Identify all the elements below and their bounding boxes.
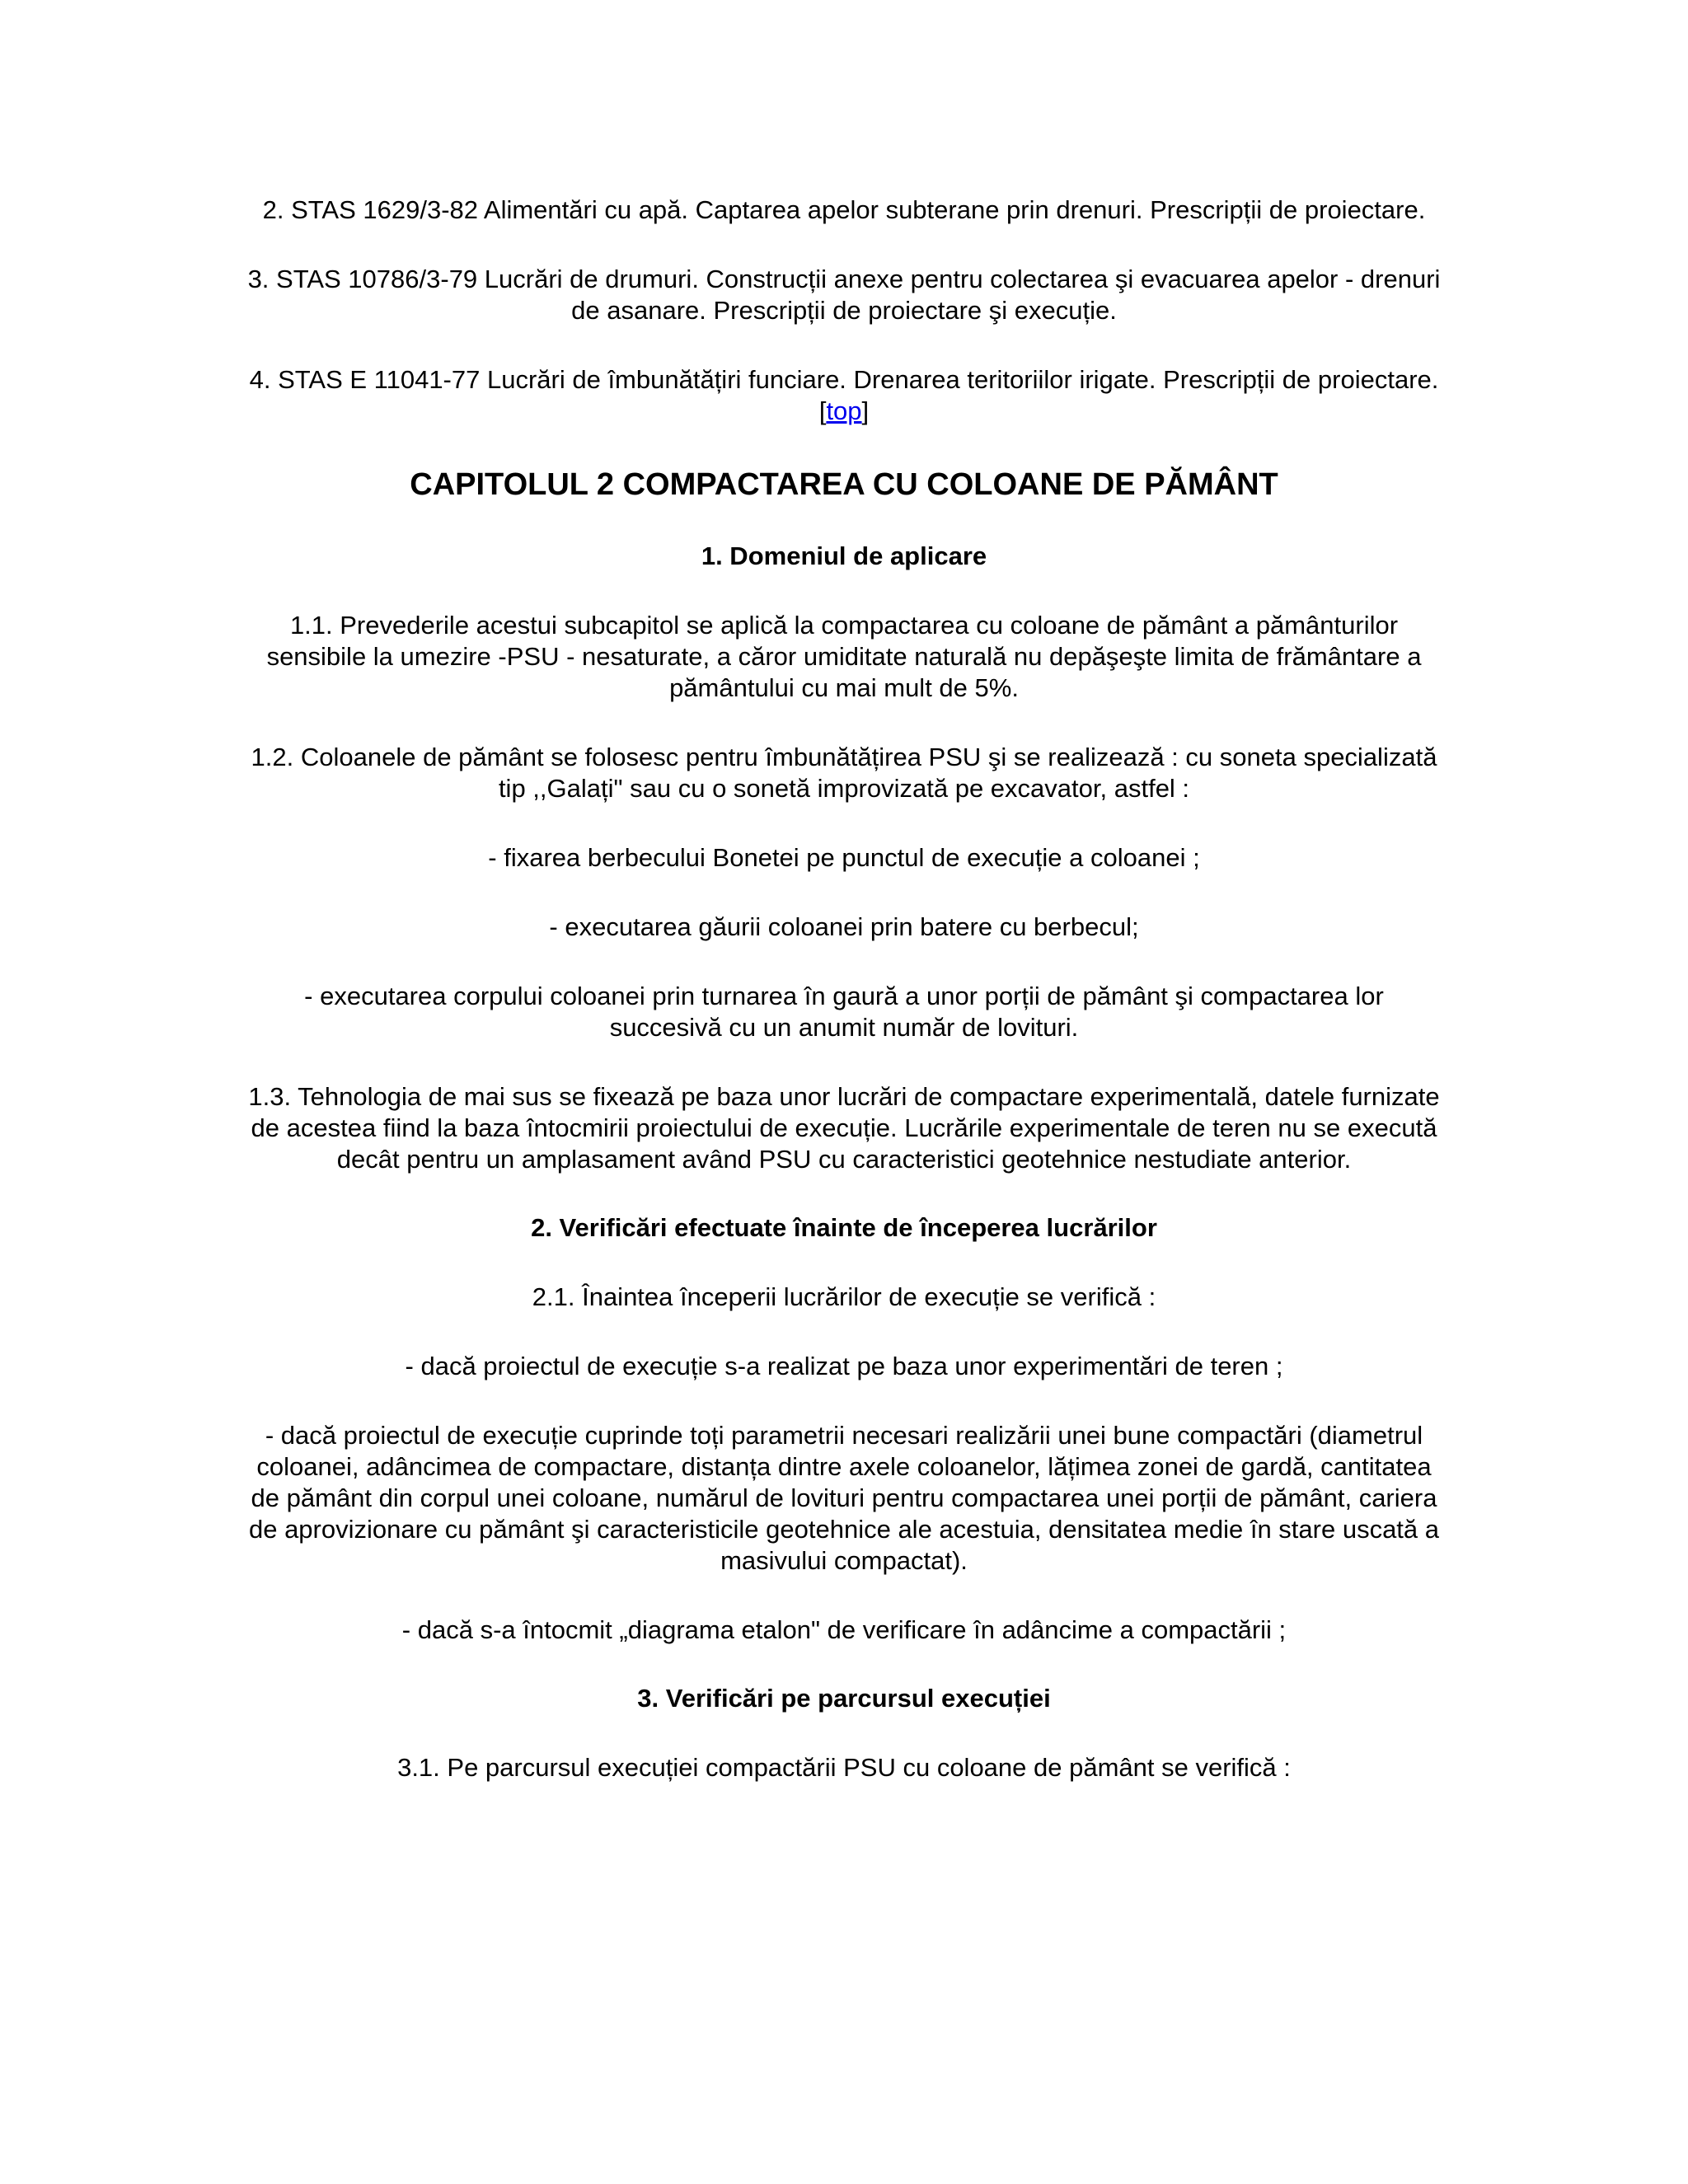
reference-item: 4. STAS E 11041-77 Lucrări de îmbunătățiri funciare. Drenarea teritoriilor irigate. Prescripții de proiectare. [249,365,1439,394]
bracket-open: [ [818,396,827,425]
list-item: - executarea corpului coloanei prin turnarea în gaură a unor porții de pământ şi compactarea lor succesivă cu un anumit număr de lovituri. [304,982,1384,1042]
list-item: - dacă proiectul de execuție cuprinde toți parametrii necesari realizării unei bune compactări (diametrul coloanei, adâncimea de compactare, distanța dintre axele coloanelor, lățimea zonei de gardă, cantitatea de pământ din corpul unei coloane, numărul de lovituri pentru compactarea unei porții de pământ, cariera de aprovizionare cu pământ şi caracteristicile geotehnice ale acestuia, densitatea medie în stare uscată a masivului compactat). [248,1421,1440,1575]
reference-item: 2. STAS 1629/3-82 Alimentări cu apă. Captarea apelor subterane prin drenuri. Prescripții de proiectare. [262,195,1426,224]
paragraph: 1.2. Coloanele de pământ se folosesc pentru îmbunătățirea PSU şi se realizează : cu soneta specializată tip ,,Galați" sau cu o sonetă improvizată pe excavator, astfel : [251,743,1437,803]
section-heading: 1. Domeniul de aplicare [701,541,987,570]
section-heading: 2. Verificări efectuate înainte de începerea lucrărilor [531,1213,1157,1242]
paragraph: 1.1. Prevederile acestui subcapitol se aplică la compactarea cu coloane de pământ a pământurilor sensibile la umezire -PSU - nesaturate, a căror umiditate naturală nu depăşeşte limita de frământare a pământului cu mai mult de 5%. [266,611,1422,702]
paragraph: 2.1. Înaintea începerii lucrărilor de execuție se verifică : [532,1282,1156,1311]
paragraph: 3.1. Pe parcursul execuției compactării PSU cu coloane de pământ se verifică : [397,1753,1291,1782]
reference-item: 3. STAS 10786/3-79 Lucrări de drumuri. Construcții anexe pentru colectarea şi evacuarea apelor - drenuri de asanare. Prescripții de proiectare şi execuție. [247,265,1441,325]
bracket-close: ] [861,396,870,425]
top-link[interactable]: top [826,396,862,425]
section-heading: 3. Verificări pe parcursul execuției [637,1684,1051,1713]
paragraph: 1.3. Tehnologia de mai sus se fixează pe baza unor lucrări de compactare experimentală, datele furnizate de acestea fiind la baza întocmirii proiectului de execuție. Lucrările experimentale de teren nu se execută decât pentru un amplasament având PSU cu caracteristici geotehnice nestudiate anterior. [248,1082,1440,1174]
list-item: - dacă s-a întocmit „diagrama etalon" de verificare în adâncime a compactării ; [401,1615,1287,1644]
chapter-title: CAPITOLUL 2 COMPACTAREA CU COLOANE DE PĂMÂNT [410,467,1278,502]
document-body [247,194,1441,1783]
top-link-container [247,396,1441,427]
list-item: - dacă proiectul de execuție s-a realizat pe baza unor experimentări de teren ; [405,1352,1283,1380]
list-item: - executarea găurii coloanei prin batere cu berbecul; [549,912,1139,941]
list-item: - fixarea berbecului Bonetei pe punctul de execuție a coloanei ; [488,843,1200,872]
